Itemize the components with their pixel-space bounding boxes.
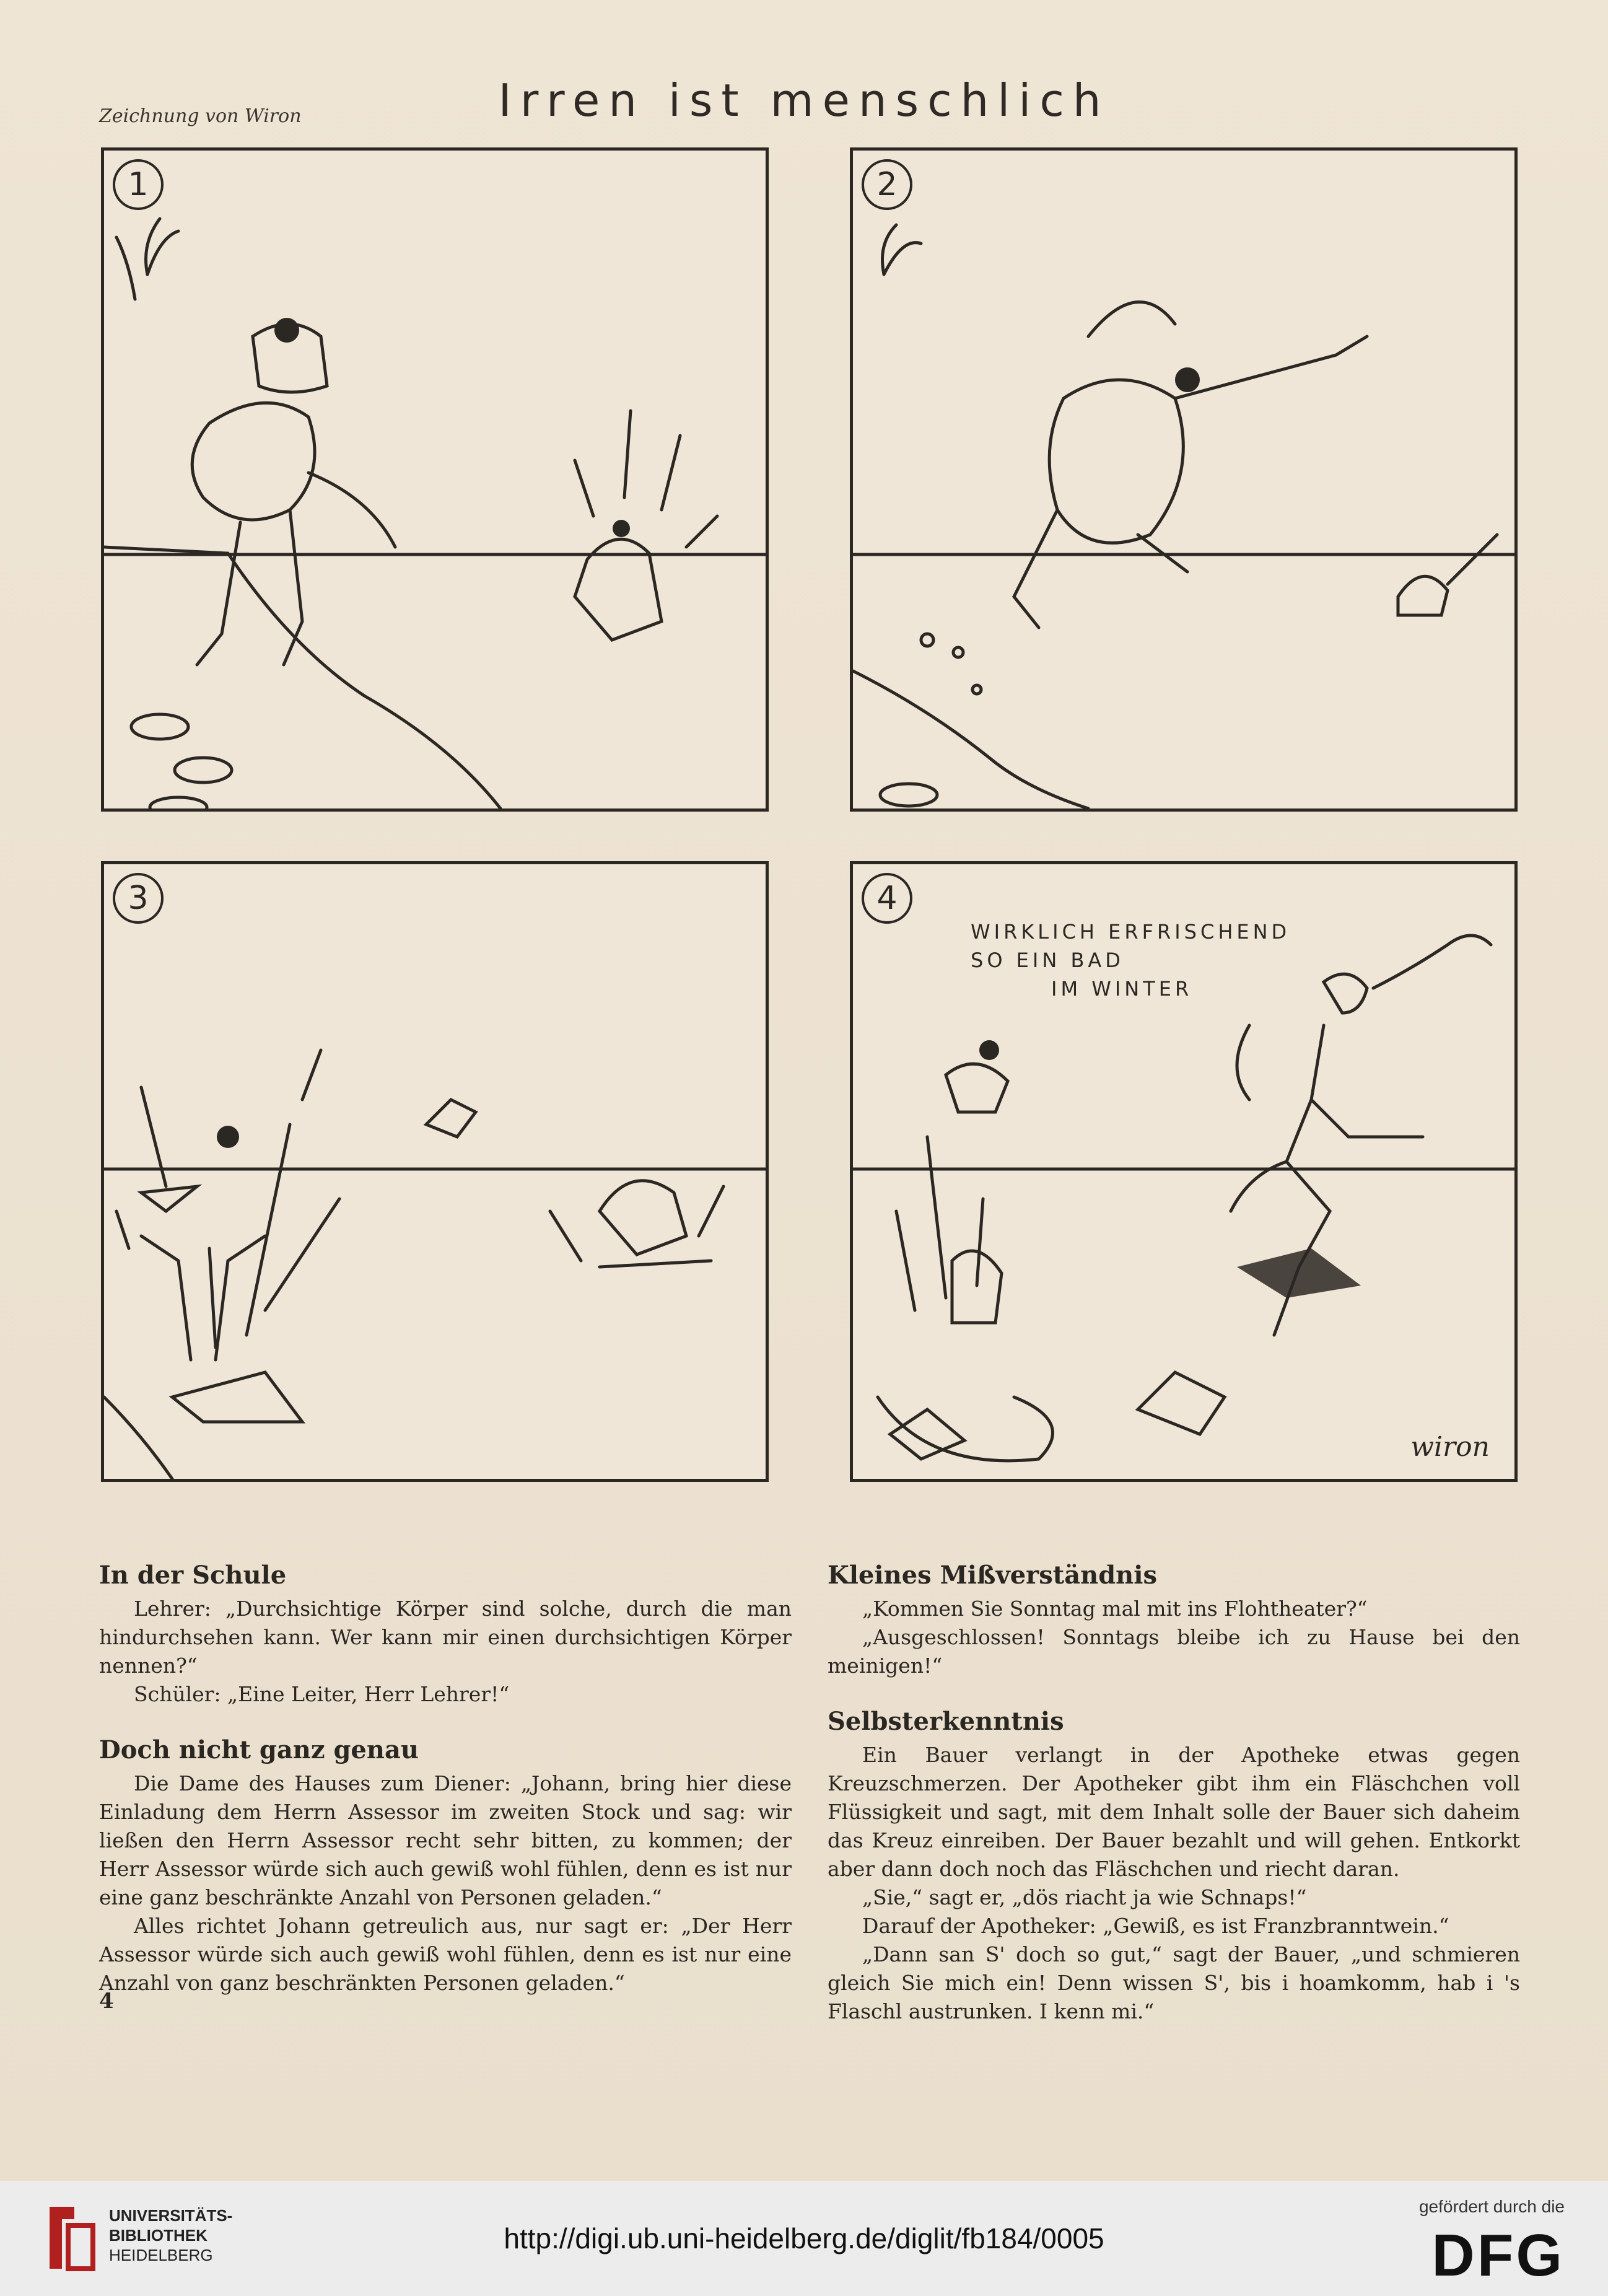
university-name-line: UNIVERSITÄTS- xyxy=(109,2206,233,2225)
story-paragraph: Darauf der Apotheker: „Gewiß, es ist Franzbranntwein.“ xyxy=(862,1914,1449,1938)
university-name-line: HEIDELBERG xyxy=(109,2246,213,2264)
page-number: 4 xyxy=(99,1989,114,2013)
story-paragraph: Ein Bauer verlangt in der Apotheke etwas gegen Kreuzschmerzen. Der Apotheker gibt ihm ein Fläschchen voll Flüssigkeit und sagt, mit dem Inhalt solle der Bauer sich daheim das Kreuz einreiben. Der Bauer bezahlt und will gehen. Entkorkt aber dann doch noch das Fläschchen und riecht daran. xyxy=(828,1743,1520,1881)
story-paragraph: Die Dame des Hauses zum Diener: „Johann, bring hier diese Einladung dem Herrn Assessor im zweiten Stock und sag: wir ließen den Herrn Assessor recht sehr bitten, zu kommen; der Herr Assessor würde sich auch gewiß wohl fühlen, denn es ist nur eine ganz beschränkte Anzahl von Personen geladen.“ xyxy=(99,1771,792,1909)
story-paragraph: „Kommen Sie Sonntag mal mit ins Flohtheater?“ xyxy=(862,1597,1368,1621)
panel-2-number: 2 xyxy=(862,159,912,210)
panel-1-number: 1 xyxy=(113,159,164,210)
story-in-der-schule xyxy=(99,1561,792,1709)
comic-panel-4 xyxy=(850,861,1518,1482)
story-heading: Kleines Mißverständnis xyxy=(828,1561,1157,1590)
story-paragraph: „Sie,“ sagt er, „dös riacht ja wie Schnaps!“ xyxy=(862,1885,1307,1909)
illustration-credit: Zeichnung von Wiron xyxy=(99,105,302,127)
story-paragraph: Schüler: „Eine Leiter, Herr Lehrer!“ xyxy=(134,1682,510,1706)
story-paragraph: „Ausgeschlossen! Sonntags bleibe ich zu Hause bei den meinigen!“ xyxy=(828,1625,1520,1678)
panel-3-illustration xyxy=(104,864,766,1479)
panel-1-illustration xyxy=(104,151,766,808)
artist-signature: wiron xyxy=(1410,1431,1490,1463)
panel-4-speech xyxy=(971,918,1290,1003)
page-title: Irren ist menschlich xyxy=(498,74,1110,126)
comic-panel-2 xyxy=(850,147,1518,812)
panel-3-number: 3 xyxy=(113,873,164,924)
digitization-footer xyxy=(0,2181,1608,2296)
comic-panel-1 xyxy=(101,147,769,812)
speech-line: WIRKLICH ERFRISCHEND xyxy=(971,920,1291,944)
speech-line: IM WINTER xyxy=(1051,977,1193,1001)
story-heading: Doch nicht ganz genau xyxy=(99,1735,419,1764)
panel-4-number: 4 xyxy=(862,873,912,924)
right-text-column xyxy=(828,1561,1520,2053)
story-heading: In der Schule xyxy=(99,1561,287,1590)
university-name-line: BIBLIOTHEK xyxy=(109,2226,208,2245)
source-url-link[interactable]: http://digi.ub.uni-heidelberg.de/diglit/fb184/0005 xyxy=(504,2222,1104,2254)
panel-2-illustration xyxy=(853,151,1514,808)
story-kleines-missverstaendnis xyxy=(828,1561,1520,1680)
story-paragraph: Lehrer: „Durchsichtige Körper sind solche, durch die man hindurchsehen kann. Wer kann mir einen durchsichtigen Körper nennen?“ xyxy=(99,1597,792,1678)
story-paragraph: Alles richtet Johann getreulich aus, nur sagt er: „Der Herr Assessor würde sich auch gewiß wohl fühlen, denn es ist nur eine Anzahl von ganz beschränkten Personen geladen.“ xyxy=(99,1914,792,1995)
dfg-logo: DFG xyxy=(1431,2222,1565,2289)
speech-line: SO EIN BAD xyxy=(971,949,1124,972)
funder-note: gefördert durch die xyxy=(1418,2197,1565,2216)
left-text-column xyxy=(99,1561,792,2025)
story-paragraph: „Dann san S' doch so gut,“ sagt der Bauer, „und schmieren gleich Sie mich ein! Denn wissen S', bis i hoamkomm, hab i 's Flaschl austrunken. I kenn mi.“ xyxy=(828,1942,1520,2023)
story-doch-nicht-ganz-genau xyxy=(99,1736,792,1997)
story-selbsterkenntnis xyxy=(828,1707,1520,2026)
story-heading: Selbsterkenntnis xyxy=(828,1707,1064,1736)
comic-panel-3 xyxy=(101,861,769,1482)
